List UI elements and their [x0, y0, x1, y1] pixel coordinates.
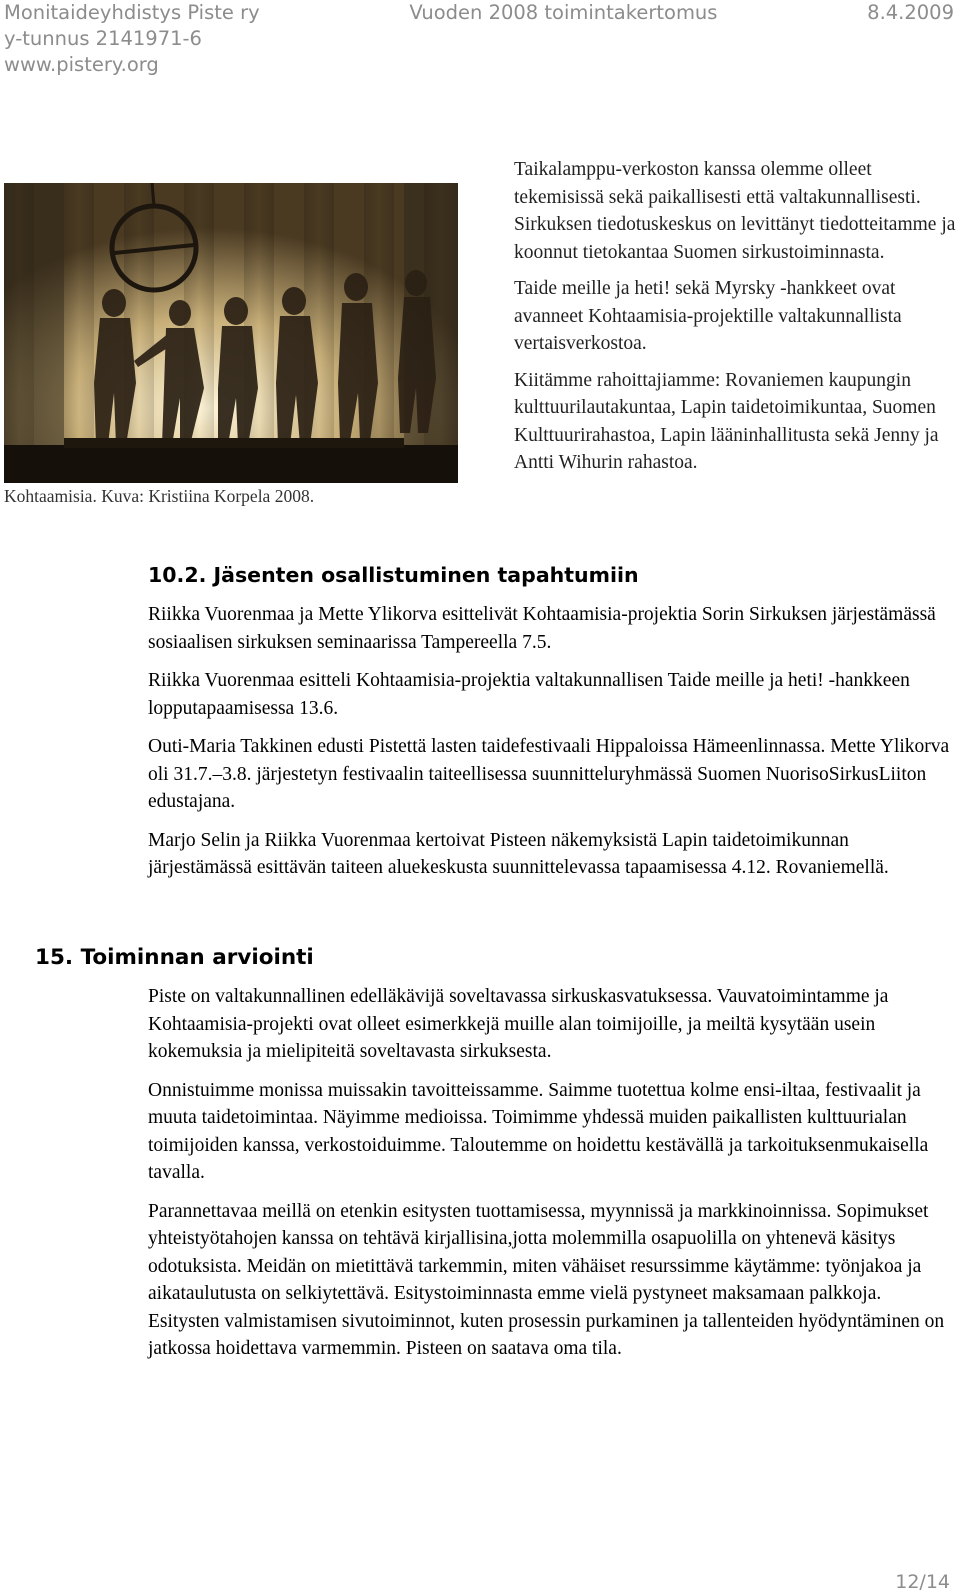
paragraph: Riikka Vuorenmaa esitteli Kohtaamisia-projektia valtakunnallisen Taide meille ja heti! -hankkeen lopputapaamisessa 13.6. — [148, 670, 910, 719]
header-row-1 — [4, 0, 954, 26]
paragraph: Kiitämme rahoittajiamme: Rovaniemen kaupungin kulttuurilautakuntaa, Lapin taidetoimikuntaa, Suomen Kulttuurirahastoa, Lapin lääninhallitusta sekä Jenny ja Antti Wihurin rahastoa. — [514, 369, 939, 473]
right-column-text — [514, 156, 958, 486]
performance-photo — [4, 183, 458, 483]
shadow-silhouettes-image — [4, 183, 458, 483]
header-business-id: y-tunnus 2141971-6 — [4, 27, 202, 50]
paragraph: Taikalamppu-verkoston kanssa olemme olleet tekemisissä sekä paikallisesti että valtakunnallisesti. Sirkuksen tiedotuskeskus on levittänyt tiedotteitamme ja koonnut tietokantaa Suomen sirkustoiminnasta. — [514, 159, 956, 263]
paragraph: Parannettavaa meillä on etenkin esitysten tuottamisessa, myynnissä ja markkinoinnissa. Sopimukset yhteistyötahojen kanssa on tehtävä kirjallisina,jotta molemmilla osapuolilla on yhtenevä käsitys odotuksista. Meidän on mietittävä tarkemmin, miten vähäiset resurssimme käytämme: työnjakoa ja aikataulutusta on selkiytettävä. Esitystoiminnasta emme vielä pystyneet maksamaan palkkoja. Esitysten valmistamisen sivutoiminnot, kuten prosessin purkaminen ja tallenteiden hyödyntäminen on jatkossa hoidettava varmemmin. Pisteen on saatava oma tila. — [148, 1200, 945, 1359]
paragraph: Piste on valtakunnallinen edelläkävijä soveltavassa sirkuskasvatuksessa. Vauvatoimintamme ja Kohtaamisia-projekti ovat olleet esimerkkejä muille alan toimijoille, ja meiltä kysytään usein kokemuksia ja mielipiteitä soveltavasta sirkuksesta. — [148, 986, 889, 1062]
header-website: www.pistery.org — [4, 53, 159, 76]
section-heading-15: 15. Toiminnan arviointi — [35, 945, 314, 970]
header-doc-title: Vuoden 2008 toimintakertomus — [409, 1, 718, 24]
section-15-body — [148, 983, 954, 1374]
paragraph: Taide meille ja heti! sekä Myrsky -hankkeet ovat avanneet Kohtaamisia-projektille valtakunnallista vertaisverkostoa. — [514, 278, 902, 354]
paragraph: Marjo Selin ja Riikka Vuorenmaa kertoivat Pisteen näkemyksistä Lapin taidetoimikunnan järjestämässä esittävän taiteen aluekeskusta suunnittelevassa tapaamisessa 4.12. Rovaniemellä. — [148, 829, 889, 878]
page-number: 12/14 — [895, 1571, 950, 1593]
paragraph: Onnistuimme monissa muissakin tavoitteissamme. Saimme tuotettua kolme ensi-iltaa, festivaalit ja muuta taidetoimintaa. Näyimme medioissa. Toimimme yhdessä muiden paikallisten kulttuurialan toimijoiden kanssa, verkostoiduimme. Taloutemme on hoidettu kestävällä ja tarkoituksenmukaisella tavalla. — [148, 1079, 929, 1183]
paragraph: Riikka Vuorenmaa ja Mette Ylikorva esittelivät Kohtaamisia-projektia Sorin Sirkuksen järjestämässä sosiaalisen sirkuksen seminaarissa Tampereella 7.5. — [148, 604, 936, 653]
header-date: 8.4.2009 — [867, 1, 954, 24]
header-org-name: Monitaideyhdistys Piste ry — [4, 1, 260, 24]
paragraph: Outi-Maria Takkinen edusti Pistettä lasten taidefestivaali Hippaloissa Hämeenlinnassa. Mette Ylikorva oli 31.7.–3.8. järjestetyn festivaalin taiteellisessa suunnitteluryhmässä Suomen NuorisoSirkusLiiton edustajana. — [148, 736, 950, 812]
page-header — [4, 0, 954, 78]
section-heading-10-2: 10.2. Jäsenten osallistuminen tapahtumiin — [148, 563, 639, 587]
section-10-2-body — [148, 601, 954, 893]
figure-caption: Kohtaamisia. Kuva: Kristiina Korpela 2008. — [4, 486, 315, 506]
